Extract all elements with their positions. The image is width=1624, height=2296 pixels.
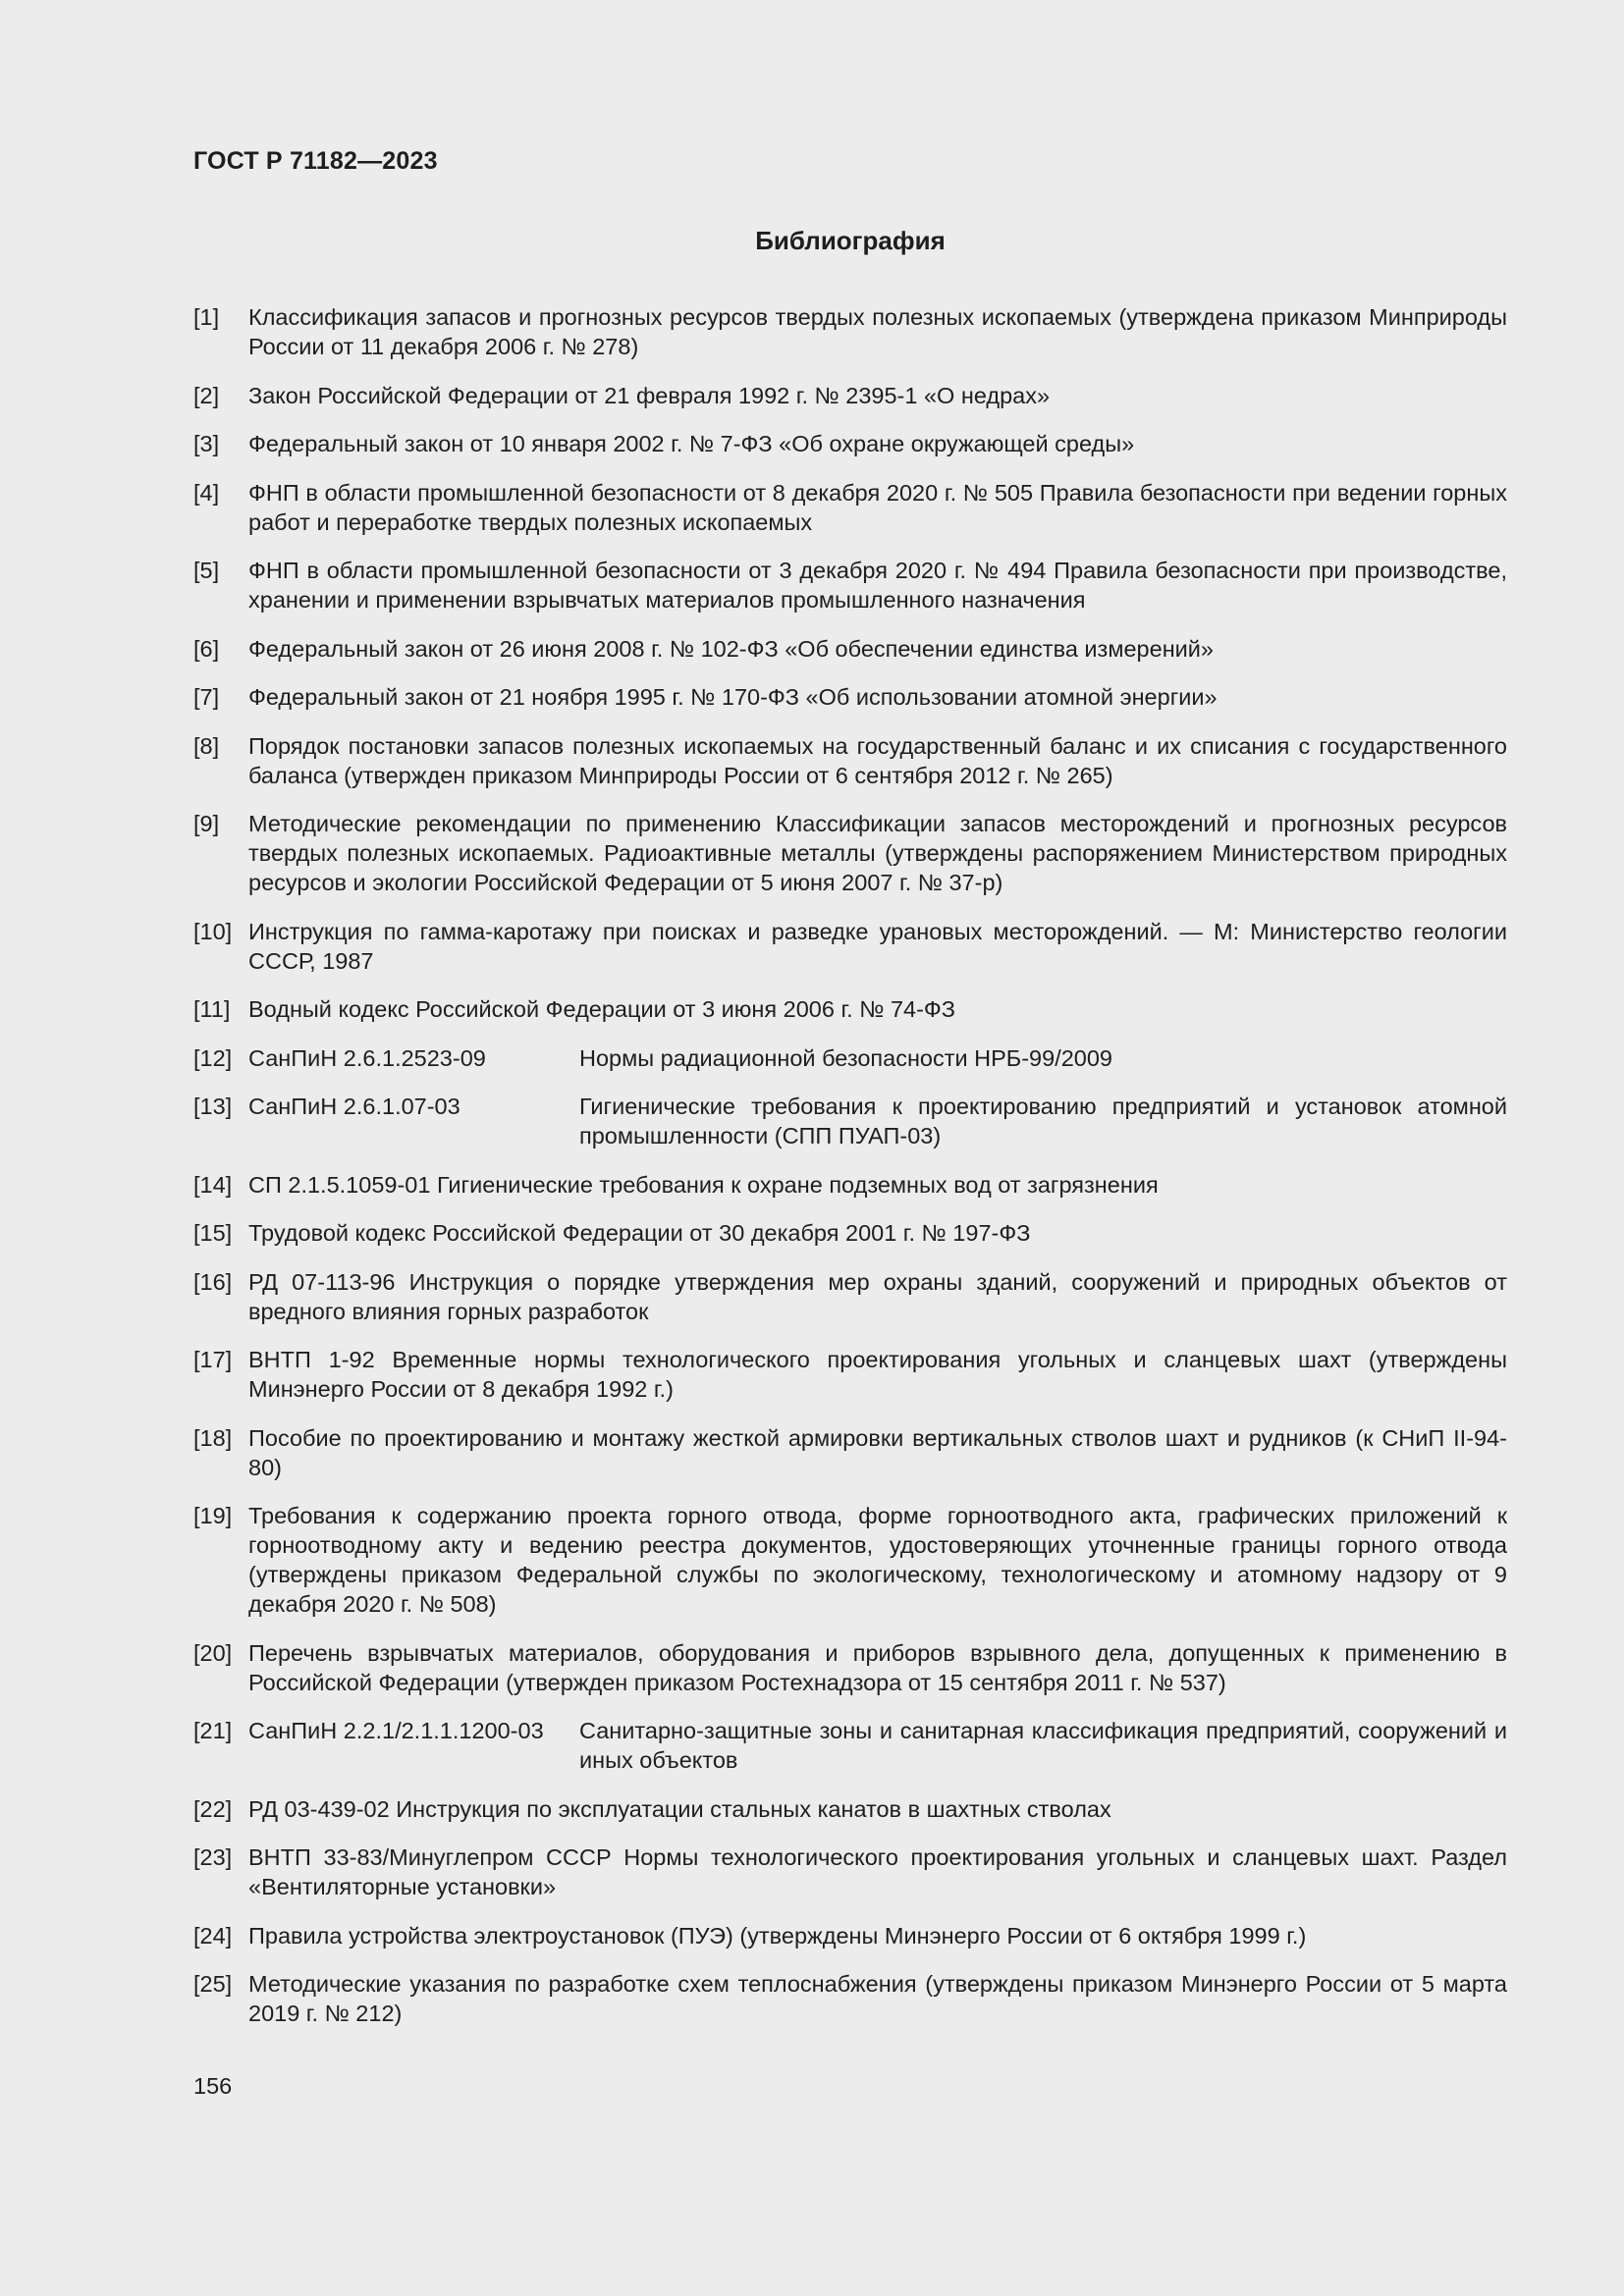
bibliography-item — [193, 1794, 1507, 1824]
item-text: ФНП в области промышленной безопасности от 8 декабря 2020 г. № 505 Правила безопасности при ведении горных работ и переработке твердых полезных ископаемых — [248, 479, 1507, 535]
item-text: Нормы радиационной безопасности НРБ-99/2009 — [579, 1044, 1113, 1071]
item-number: [14] — [193, 1171, 233, 1198]
item-text: Федеральный закон от 21 ноября 1995 г. № 170-ФЗ «Об использовании атомной энергии» — [248, 684, 1218, 710]
item-number: [16] — [193, 1268, 233, 1295]
item-text: СП 2.1.5.1059-01 Гигиенические требования к охране подземных вод от загрязнения — [248, 1171, 1159, 1198]
bibliography-item — [193, 1092, 1507, 1150]
bibliography-item — [193, 1716, 1507, 1775]
item-number: [17] — [193, 1347, 233, 1372]
bibliography-item — [193, 302, 1507, 361]
item-number: [15] — [193, 1220, 233, 1246]
bibliography-item — [193, 478, 1507, 537]
bibliography-item — [193, 1267, 1507, 1326]
item-number: [12] — [193, 1044, 233, 1071]
item-text: Гигиенические требования к проектированию предприятий и установок атомной промышленности (СПП ПУАП-03) — [579, 1094, 1507, 1148]
item-text: Санитарно-защитные зоны и санитарная классификация предприятий, сооружений и иных объектов — [579, 1718, 1507, 1773]
item-number: [18] — [193, 1424, 233, 1451]
item-text: Водный кодекс Российской Федерации от 3 июня 2006 г. № 74-ФЗ — [248, 996, 955, 1022]
item-number: [23] — [193, 1844, 233, 1870]
item-code: СанПиН 2.2.1/2.1.1.1200-03 — [248, 1718, 544, 1743]
item-number: [22] — [193, 1795, 233, 1822]
item-text: Порядок постановки запасов полезных ископаемых на государственный баланс и их списания с государственного баланса (утвержден приказом Минприроды России от 6 сентября 2012 г. № 265) — [248, 732, 1507, 788]
item-number: [11] — [193, 996, 231, 1022]
item-text: Закон Российской Федерации от 21 февраля 1992 г. № 2395-1 «О недрах» — [248, 382, 1051, 408]
bibliography-item — [193, 731, 1507, 790]
item-text: Инструкция по гамма-каротажу при поисках и разведке урановых месторождений. — М: Министерство геологии СССР, 1987 — [248, 918, 1507, 974]
item-text: ФНП в области промышленной безопасности от 3 декабря 2020 г. № 494 Правила безопасности при производстве, хранении и применении взрывчатых материалов промышленного назначения — [248, 558, 1507, 613]
item-number: [8] — [193, 732, 220, 759]
item-text: РД 03-439-02 Инструкция по эксплуатации стальных канатов в шахтных стволах — [248, 1795, 1111, 1822]
item-number: [20] — [193, 1639, 233, 1666]
item-number: [1] — [193, 304, 220, 330]
bibliography-item — [193, 1501, 1507, 1619]
item-number: [2] — [193, 382, 220, 408]
bibliography-item — [193, 1170, 1507, 1200]
item-text: Методические указания по разработке схем теплоснабжения (утверждены приказом Минэнерго России от 5 марта 2019 г. № 212) — [248, 1971, 1507, 2026]
item-code: СанПиН 2.6.1.2523-09 — [248, 1044, 486, 1071]
bibliography-item — [193, 429, 1507, 458]
item-text: Классификация запасов и прогнозных ресурсов твердых полезных ископаемых (утверждена приказом Минприроды России от 11 декабря 2006 г. № 278) — [248, 304, 1507, 359]
item-number: [24] — [193, 1922, 233, 1949]
item-text: РД 07-113-96 Инструкция о порядке утверждения мер охраны зданий, сооружений и природных объектов от вредного влияния горных разработок — [248, 1268, 1507, 1324]
item-number: [9] — [193, 811, 220, 836]
bibliography-item — [193, 682, 1507, 712]
bibliography-item — [193, 994, 1507, 1024]
bibliography-item — [193, 1921, 1507, 1950]
item-number: [4] — [193, 479, 220, 506]
item-text: Методические рекомендации по применению Классификации запасов месторождений и прогнозных ресурсов твердых полезных ископаемых. Радиоактивные металлы (утверждены распоряжением Министерством природных ресурсов и экологии Российской Федерации от 5 июня 2007 г. № 37-р) — [248, 811, 1507, 895]
section-title: Библиография — [755, 226, 946, 255]
item-text: ВНТП 33-83/Минуглепром СССР Нормы технологического проектирования угольных и сланцевых шахт. Раздел «Вентиляторные установки» — [248, 1844, 1507, 1899]
item-code: СанПиН 2.6.1.07-03 — [248, 1094, 460, 1119]
bibliography-item — [193, 809, 1507, 897]
item-text: Трудовой кодекс Российской Федерации от 30 декабря 2001 г. № 197-ФЗ — [248, 1220, 1031, 1246]
bibliography-item — [193, 1345, 1507, 1404]
bibliography-item — [193, 1218, 1507, 1248]
item-number: [25] — [193, 1971, 233, 1997]
bibliography-item — [193, 1842, 1507, 1901]
item-number: [6] — [193, 635, 220, 662]
item-number: [19] — [193, 1503, 233, 1528]
item-number: [21] — [193, 1718, 233, 1743]
bibliography-item — [193, 1043, 1507, 1073]
item-number: [3] — [193, 431, 220, 456]
document-code-header: ГОСТ Р 71182—2023 — [193, 147, 438, 175]
bibliography-item — [193, 917, 1507, 976]
bibliography-item — [193, 1423, 1507, 1482]
bibliography-list — [193, 302, 1507, 2048]
item-text: Федеральный закон от 10 января 2002 г. № 7-ФЗ «Об охране окружающей среды» — [248, 431, 1135, 456]
bibliography-item — [193, 1638, 1507, 1697]
item-text: Пособие по проектированию и монтажу жесткой армировки вертикальных стволов шахт и рудников (к СНиП II-94-80) — [248, 1424, 1507, 1480]
bibliography-item — [193, 381, 1507, 410]
item-number: [10] — [193, 918, 233, 944]
bibliography-item — [193, 634, 1507, 664]
bibliography-item — [193, 556, 1507, 614]
item-text: Правила устройства электроустановок (ПУЭ) (утверждены Минэнерго России от 6 октября 1999 г.) — [248, 1922, 1307, 1949]
item-text: ВНТП 1-92 Временные нормы технологического проектирования угольных и сланцевых шахт (утверждены Минэнерго России от 8 декабря 1992 г.) — [248, 1347, 1507, 1402]
item-number: [5] — [193, 558, 220, 583]
item-number: [7] — [193, 684, 220, 710]
item-text: Федеральный закон от 26 июня 2008 г. № 102-ФЗ «Об обеспечении единства измерений» — [248, 635, 1214, 662]
item-text: Требования к содержанию проекта горного отвода, форме горноотводного акта, графических приложений к горноотводному акту и ведению реестра документов, удостоверяющих уточненные границы горного отвода (утверждены приказом Федеральной службы по экологическому, технологическому и атомному надзору от 9 декабря 2020 г. № 508) — [248, 1503, 1507, 1617]
item-number: [13] — [193, 1094, 233, 1119]
bibliography-item — [193, 1969, 1507, 2028]
page-number: 156 — [193, 2073, 233, 2099]
item-text: Перечень взрывчатых материалов, оборудования и приборов взрывного дела, допущенных к применению в Российской Федерации (утвержден приказом Ростехнадзора от 15 сентября 2011 г. № 537) — [248, 1639, 1507, 1695]
